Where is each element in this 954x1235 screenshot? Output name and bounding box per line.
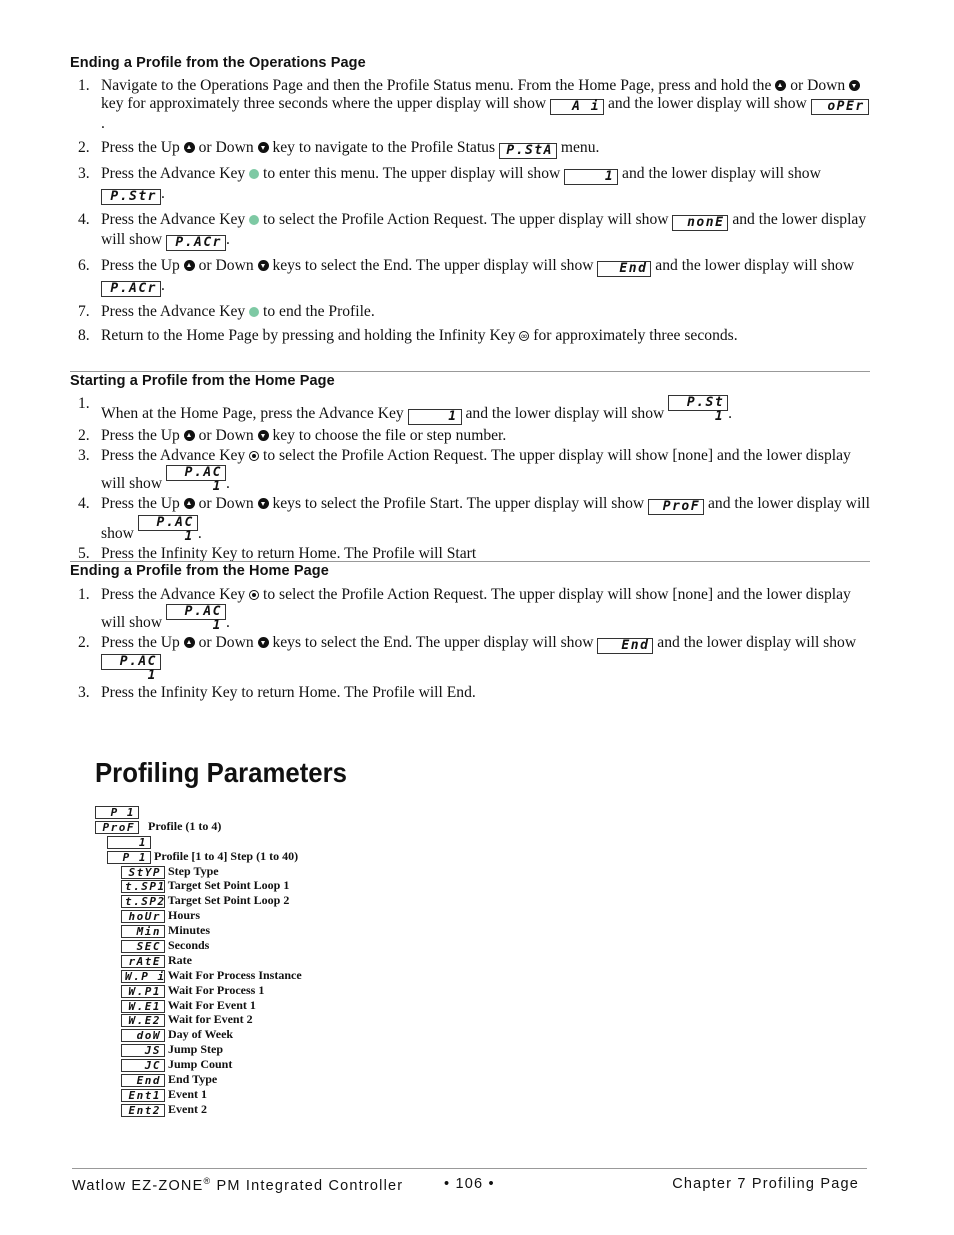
footer-rule — [72, 1168, 867, 1169]
parameter-row — [121, 1027, 302, 1042]
lcd-display: t.SP1 — [121, 880, 165, 893]
lcd-display: JS — [121, 1044, 165, 1057]
section-ending-home — [70, 563, 870, 702]
list-item: 2. Press the Up or Down key to navigate to the Profile Status P.StA menu. — [78, 139, 600, 158]
lcd-display: P.St 1 — [668, 395, 728, 411]
section-heading: Starting a Profile from the Home Page — [70, 373, 335, 389]
lcd-display: Min — [121, 925, 165, 938]
parameter-label: Wait For Event 1 — [167, 997, 256, 1012]
parameter-row — [121, 893, 302, 908]
lcd-display: P.AC 1 — [138, 515, 198, 531]
step-label: Profile [1 to 4] Step (1 to 40) — [154, 848, 299, 863]
parameter-row — [121, 908, 302, 923]
lcd-display: rAtE — [121, 955, 165, 968]
section-ending-operations — [70, 55, 870, 345]
section-heading: Ending a Profile from the Operations Page — [70, 55, 366, 71]
down-key-icon — [258, 142, 269, 153]
infinity-key-icon — [519, 331, 529, 341]
list-item: 3. Press the Infinity Key to return Home. The Profile will End. — [78, 684, 476, 701]
list-item: 3. Press the Advance Key to select the Profile Action Request. The upper display will show [none] and the lower display will show P.AC 1 . — [78, 447, 851, 494]
lcd-display: JC — [121, 1059, 165, 1072]
lcd-display: W.P i — [121, 970, 165, 983]
parameter-label: Rate — [168, 952, 192, 967]
lcd-display: P.AC 1 — [166, 604, 226, 620]
step-row — [95, 849, 302, 864]
lcd-display: ProF — [95, 821, 139, 834]
lcd-display: Ent2 — [121, 1104, 165, 1117]
lcd-display: P.ACr — [101, 281, 161, 297]
parameter-label: Wait for Event 2 — [167, 1012, 253, 1027]
list-item: 7. Press the Advance Key to end the Profile. — [78, 303, 375, 320]
list-item: 1. When at the Home Page, press the Advance Key 1 and the lower display will show P.St 1 . — [78, 395, 733, 424]
parameter-label: Step Type — [168, 863, 219, 878]
divider — [70, 561, 870, 562]
lcd-display: P.Str — [101, 189, 161, 205]
list-item: 3. Press the Advance Key to enter this menu. The upper display will show 1 and the lower display will show P.Str . — [78, 165, 821, 204]
menu-top-row — [95, 804, 302, 819]
lcd-display: W.E2 — [121, 1014, 165, 1027]
list-item: 2. Press the Up or Down key to choose the file or step number. — [78, 427, 507, 444]
parameter-label: Target Set Point Loop 2 — [167, 893, 290, 908]
lcd-display: W.P1 — [121, 985, 165, 998]
footer-right: Chapter 7 Profiling Page — [672, 1176, 859, 1192]
list-item: 6. Press the Up or Down keys to select the End. The upper display will show End and the lower display will show P.ACr . — [78, 257, 855, 296]
down-key-icon — [849, 80, 860, 91]
parameter-row — [121, 1012, 302, 1027]
lcd-display: doW — [121, 1029, 165, 1042]
parameter-row — [121, 968, 302, 983]
parameter-row — [121, 953, 302, 968]
lcd-display: Ent1 — [121, 1089, 165, 1102]
lcd-display: hoUr — [121, 910, 165, 923]
parameter-label: Wait For Process 1 — [167, 982, 265, 997]
lcd-display: StYP — [121, 866, 165, 879]
lcd-display: oPEr — [811, 99, 869, 115]
page-title: Profiling Parameters — [95, 757, 347, 788]
list-item: 8. Return to the Home Page by pressing and holding the Infinity Key ∞ for approximately three seconds. — [70, 327, 870, 345]
lcd-display: P.ACr — [166, 235, 226, 251]
down-key-icon — [258, 260, 269, 271]
parameter-label: Minutes — [168, 923, 210, 938]
parameter-row — [121, 983, 302, 998]
parameter-row — [121, 938, 302, 953]
section-heading: Ending a Profile from the Home Page — [70, 563, 329, 579]
lcd-display: 1 — [107, 836, 151, 849]
list-item: 2. Press the Up or Down keys to select the End. The upper display will show End and the lower display will show P.AC 1 — [78, 634, 857, 683]
steps-list — [70, 586, 870, 702]
lcd-display: P.StA — [499, 143, 557, 159]
parameter-label: Jump Count — [168, 1057, 233, 1072]
parameter-row — [121, 1087, 302, 1102]
parameter-row — [121, 1042, 302, 1057]
lcd-display: A i — [550, 99, 604, 115]
menu-label: Profile (1 to 4) — [148, 818, 222, 833]
parameter-label: End Type — [168, 1072, 218, 1087]
section-starting-home — [70, 373, 870, 563]
footer-left: Watlow EZ-ZONE® PM Integrated Controller — [72, 1176, 404, 1194]
parameter-row — [121, 923, 302, 938]
list-item: 1. Navigate to the Operations Page and then the Profile Status menu. From the Home Page, press and hold the or Down key for approximately three seconds where the upper display will show A i and the lower display will show oPEr. — [70, 77, 870, 133]
up-key-icon — [184, 498, 195, 509]
parameter-row — [121, 1072, 302, 1087]
advance-key-icon — [249, 307, 259, 317]
lcd-display: 1 — [408, 409, 462, 425]
lcd-display: End — [121, 1074, 165, 1087]
up-key-icon — [184, 260, 195, 271]
parameter-label: Seconds — [168, 938, 210, 953]
lcd-display: P 1 — [107, 851, 151, 864]
parameter-label: Hours — [168, 908, 201, 923]
lcd-display: P.AC 1 — [101, 654, 161, 670]
down-key-icon — [258, 498, 269, 509]
up-key-icon — [184, 430, 195, 441]
parameter-row — [121, 1057, 302, 1072]
up-key-icon — [184, 142, 195, 153]
parameter-label: Event 2 — [168, 1101, 207, 1116]
parameter-label: Event 1 — [168, 1086, 207, 1101]
parameter-label: Jump Step — [168, 1042, 224, 1057]
lcd-display: ProF — [648, 499, 704, 515]
parameter-list — [95, 864, 302, 1117]
list-item: 5. Press the Infinity Key to return Home. The Profile will Start — [78, 545, 477, 562]
list-item: 1. Press the Advance Key to select the Profile Action Request. The upper display will show [none] and the lower display will show P.AC 1 . — [78, 586, 851, 633]
lcd-display: P 1 — [95, 806, 139, 819]
lcd-display: P.AC 1 — [166, 465, 226, 481]
list-item: 4. Press the Up or Down keys to select the Profile Start. The upper display will show ProF and the lower display will show P.AC 1 . — [78, 495, 870, 544]
up-key-icon — [184, 637, 195, 648]
lcd-display: t.SP2 — [121, 895, 165, 908]
step-upper-row — [95, 834, 302, 849]
parameter-tree — [95, 804, 302, 1117]
parameter-row — [121, 864, 302, 879]
advance-key-icon — [249, 169, 259, 179]
advance-key-icon — [249, 215, 259, 225]
menu-row — [95, 819, 302, 834]
steps-list — [70, 395, 870, 563]
steps-list — [70, 77, 870, 345]
lcd-display: End — [597, 261, 651, 277]
parameter-label: Target Set Point Loop 1 — [167, 878, 290, 893]
lcd-display: W.E1 — [121, 1000, 165, 1013]
advance-key-icon — [249, 590, 259, 600]
lcd-display: 1 — [564, 169, 618, 185]
parameter-label: Wait For Process Instance — [167, 967, 302, 982]
down-key-icon — [258, 637, 269, 648]
lcd-display: SEC — [121, 940, 165, 953]
up-key-icon — [775, 80, 786, 91]
advance-key-icon — [249, 451, 259, 461]
parameter-row — [121, 1102, 302, 1117]
lcd-display: End — [597, 638, 653, 654]
parameter-row — [121, 878, 302, 893]
divider — [70, 371, 870, 372]
page-number: • 106 • — [444, 1176, 495, 1192]
parameter-label: Day of Week — [168, 1027, 234, 1042]
lcd-display: nonE — [672, 215, 728, 231]
parameter-row — [121, 998, 302, 1013]
down-key-icon — [258, 430, 269, 441]
list-item: 4. Press the Advance Key to select the Profile Action Request. The upper display will show nonE and the lower display will show P.ACr . — [78, 211, 867, 250]
